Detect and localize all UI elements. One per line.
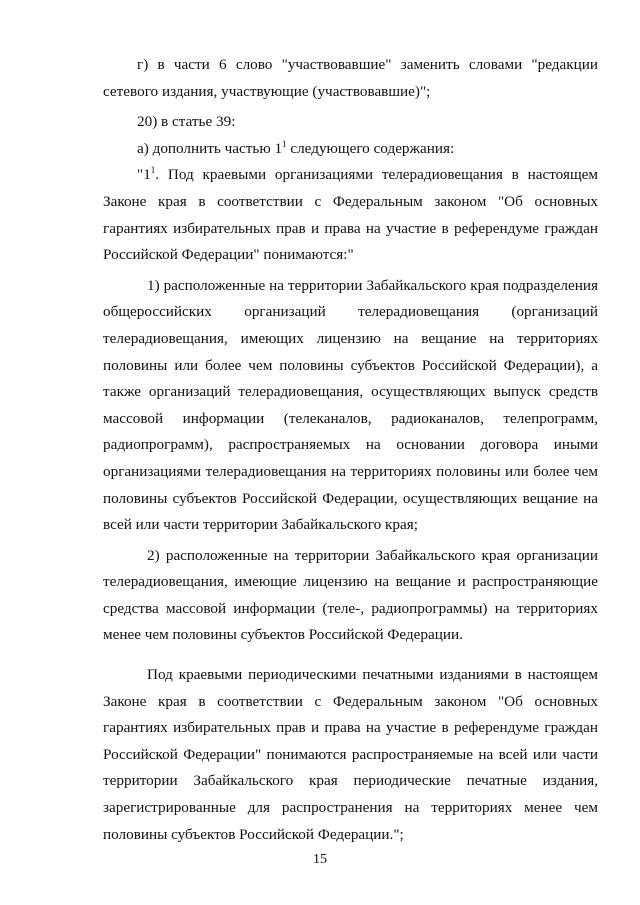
paragraph-item-2: 2) расположенные на территории Забайкальского края организации телерадиовещания, имеющие лицензию на вещание и распространяющие средства массовой информации (теле-, радиопрограммы) на территориях менее чем половины субъектов Российской Федерации. bbox=[103, 546, 598, 644]
page-number: 15 bbox=[313, 852, 327, 867]
paragraph-article-39: 20) в статье 39: bbox=[137, 113, 236, 131]
paragraph-amendment-g: г) в части 6 слово "участвовавшие" заменить словами "редакции сетевого издания, участвующие (участвовавшие)"; bbox=[103, 56, 598, 100]
add-part-superscript: 1 bbox=[282, 138, 287, 149]
definition-text: . Под краевыми организациями телерадиовещания в настоящем Законе края в соответствии с Федеральным законом "Об основных гарантиях избирательных прав и права на участие в референдуме граждан Российской Федерации" понимаются:" bbox=[103, 166, 598, 264]
add-part-text: а) дополнить частью 1 bbox=[137, 139, 283, 157]
paragraph-definition-broadcasting bbox=[103, 162, 598, 268]
paragraph-add-part bbox=[103, 136, 598, 163]
document-body bbox=[103, 52, 598, 848]
paragraph-print-media: Под краевыми периодическими печатными изданиями в настоящем Законе края в соответствии с Федеральным законом "Об основных гарантиях избирательных прав и права на участие в референдуме граждан Российской Федерации" понимаются распространяемые на всей или части территории Забайкальского края периодические печатные издания, зарегистрированные для распространения на территориях менее чем половины субъектов Российской Федерации."; bbox=[103, 666, 598, 843]
definition-number: "1 bbox=[137, 166, 151, 184]
definition-superscript: 1 bbox=[150, 165, 156, 176]
paragraph-item-1: 1) расположенные на территории Забайкальского края подразделения общероссийских организаций телерадиовещания (организаций телерадиовещания, имеющих лицензию на вещание на территориях половины или более чем половины субъектов Российской Федерации), а также организаций телерадиовещания, осуществляющих выпуск средств массовой информации (телеканалов, радиоканалов, телепрограмм, радиопрограмм), распространяемых на основании договора иными организациями телерадиовещания на территориях половины или более чем половины субъектов Российской Федерации, осуществляющих вещание на всей или части территории Забайкальского края; bbox=[103, 276, 598, 534]
add-part-text-end: следующего содержания: bbox=[286, 139, 455, 157]
